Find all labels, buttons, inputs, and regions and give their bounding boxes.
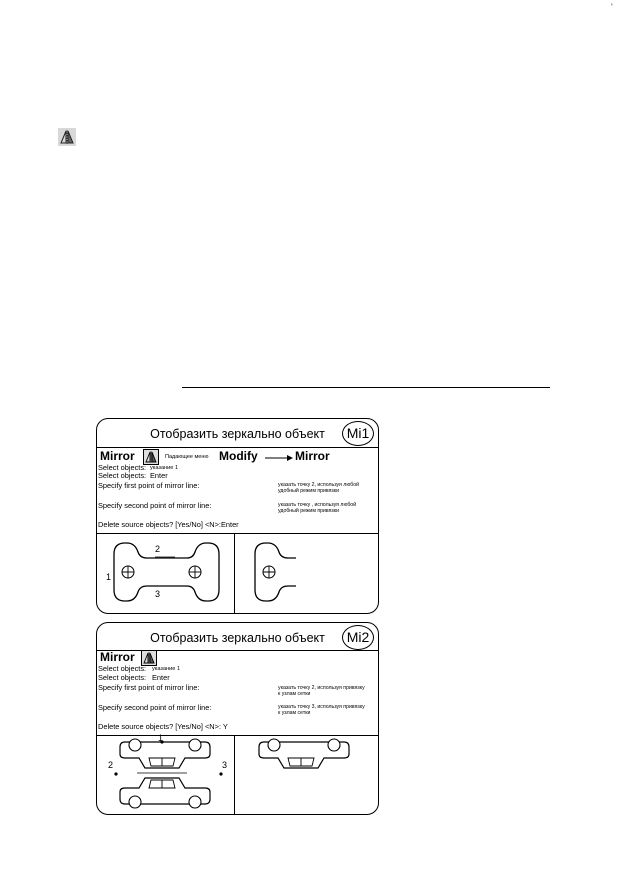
prompt-line: Select objects:	[98, 471, 147, 480]
prompt-note: указать точку 3, используя привязку к узлам сетки	[278, 704, 365, 716]
point-label: 3	[222, 760, 228, 770]
point-label: 3	[155, 589, 161, 599]
prompt-value: указание 1	[152, 666, 181, 672]
point-label: 1	[106, 572, 112, 582]
car-drawing-source	[97, 736, 233, 813]
arrow-icon	[265, 454, 293, 462]
mirror-card-1	[96, 418, 379, 614]
prompt-line: Specify second point of mirror line:	[98, 703, 212, 712]
prompt-line: Select objects:	[98, 673, 147, 682]
prompt-line: Specify first point of mirror line:	[98, 481, 200, 490]
divider	[97, 447, 378, 448]
prompt-line: Specify first point of mirror line:	[98, 683, 200, 692]
prompt-note: указать точку , используя любой удобный режим привязки	[278, 502, 357, 514]
card-title: Отобразить зеркально объект	[150, 427, 325, 441]
menu-modify: Modify	[219, 449, 258, 463]
wrench-drawing-source	[97, 534, 233, 612]
prompt-note: указать точку 2, используя привязку к узлам сетки	[278, 685, 365, 697]
point-label: 1	[158, 733, 164, 743]
prompt-value: указание 1	[150, 465, 179, 471]
prompt-value: Enter	[150, 471, 168, 480]
point-label: 2	[108, 760, 114, 770]
separator-rule	[182, 387, 550, 388]
divider-vertical	[234, 533, 235, 613]
prompt-note: указать точку 2, используя любой удобный режим привязки	[278, 482, 359, 494]
delete-prompt: Delete source objects? [Yes/No] <N>: Y	[98, 722, 228, 731]
mirror-icon	[58, 128, 76, 146]
prompt-line: Select objects:	[98, 463, 147, 472]
command-name: Mirror	[100, 449, 135, 463]
wrench-drawing-result	[236, 534, 376, 612]
point-label: 2	[155, 544, 161, 554]
card-badge: Mi2	[342, 625, 374, 650]
divider	[97, 650, 378, 651]
delete-prompt: Delete source objects? [Yes/No] <N>:Enter	[98, 520, 239, 529]
mirror-card-2	[96, 622, 379, 815]
card-title: Отобразить зеркально объект	[150, 631, 325, 645]
command-name: Mirror	[100, 650, 135, 664]
menu-mirror: Mirror	[295, 449, 330, 463]
divider-vertical	[234, 735, 235, 814]
prompt-value: Enter	[152, 673, 170, 682]
prompt-line: Specify second point of mirror line:	[98, 501, 212, 510]
menu-hint: Падающее меню	[165, 454, 209, 460]
prompt-line: Select objects:	[98, 664, 147, 673]
card-badge: Mi1	[342, 421, 374, 446]
corner-mark: '	[611, 2, 613, 12]
car-drawing-result	[236, 736, 376, 776]
